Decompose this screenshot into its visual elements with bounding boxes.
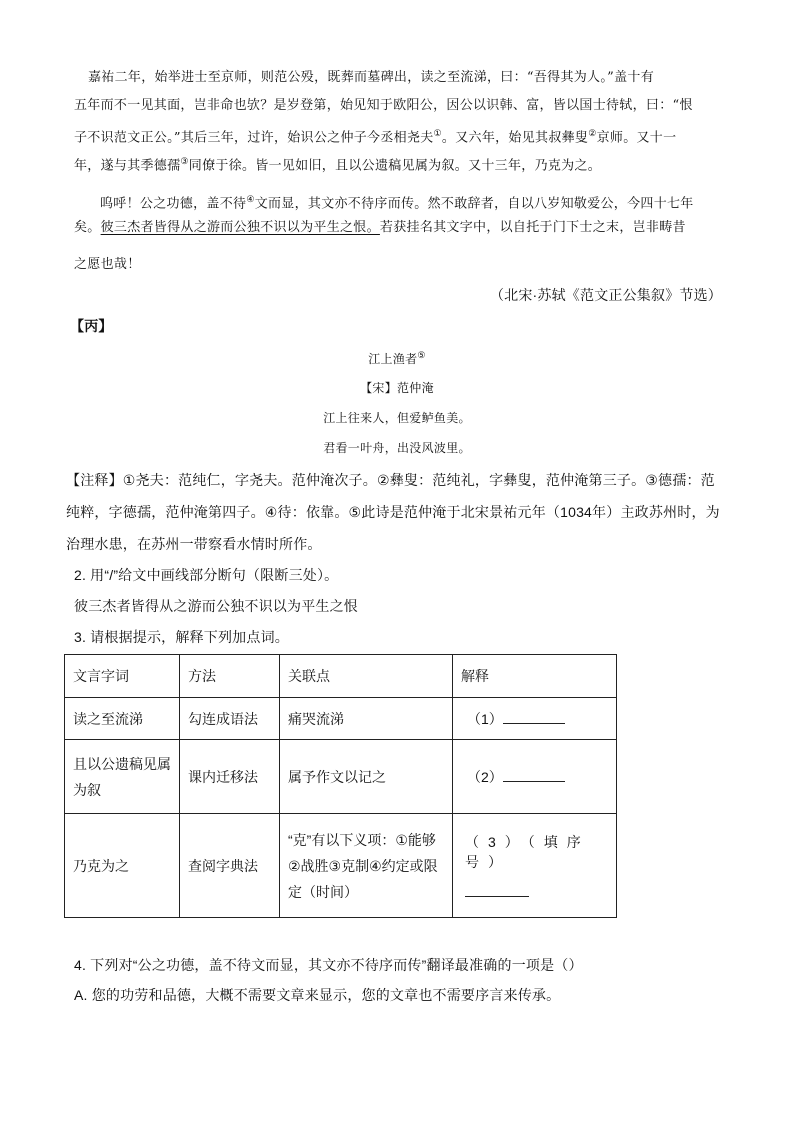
cell-method: 勾连成语法 xyxy=(180,698,280,740)
passage-line-6a: 矣。 xyxy=(74,220,101,235)
poem-author: 【宋】范仲淹 xyxy=(360,381,434,395)
underlined-sentence: 彼三杰者皆得从之游而公独不识以为平生之恨。 xyxy=(100,220,380,235)
passage-line-4b: 同僚于徐。皆一见如旧，且以公遗稿见属为叙。又十三年，乃克为之。 xyxy=(188,158,602,174)
cell-link: “克”有以下义项：①能够②战胜③克制④约定或限定（时间） xyxy=(280,814,453,918)
passage-line-3a: 子不识范文正公。”其后三年，过许，始识公之仲子今丞相尧夫 xyxy=(74,130,434,146)
header-word: 文言字词 xyxy=(65,655,180,698)
answer-label-2: （2） xyxy=(467,768,503,785)
question-4-prompt: 4. 下列对“公之功德，盖不待文而显，其文亦不待序而传”翻译最准确的一项是（） xyxy=(74,957,583,973)
notes-line-1: 【注释】①尧夫：范纯仁，字尧夫。范仲淹次子。②彝叟：范纯礼，字彝叟，范仲淹第三子。③德孺：范 xyxy=(66,472,715,488)
poem-title xyxy=(0,348,794,367)
question-2-sentence: 彼三杰者皆得从之游而公独不识以为平生之恨 xyxy=(74,598,358,614)
passage-line-6 xyxy=(74,220,722,236)
passage-line-1: 嘉祐二年，始举进士至京师，则范公殁，既葬而墓碑出，读之至流涕，曰：“吾得其为人。”盖十有 xyxy=(88,70,654,85)
passage-line-3c: 京师。又十一 xyxy=(596,130,677,146)
section-bing-label: 【丙】 xyxy=(70,318,113,334)
answer-blank-1[interactable] xyxy=(503,711,565,724)
cell-answer xyxy=(453,698,617,740)
passage-line-2: 五年而不一见其面，岂非命也欤？是岁登第，始见知于欧阳公，因公以识韩、富，皆以国士待轼，曰：“恨 xyxy=(74,98,693,113)
poem-verse-2: 君看一叶舟，出没风波里。 xyxy=(323,441,471,455)
question-4-option-a[interactable]: A. 您的功劳和品德，大概不需要文章来显示，您的文章也不需要序言来传承。 xyxy=(74,987,561,1003)
passage-line-3 xyxy=(74,126,722,146)
header-link: 关联点 xyxy=(280,655,453,698)
passage-source: （北宋·苏轼《范文正公集叙》节选） xyxy=(489,287,722,303)
note-marker-5: ⑤ xyxy=(417,351,426,361)
cell-method: 查阅字典法 xyxy=(180,814,280,918)
cell-link: 属予作文以记之 xyxy=(280,740,453,814)
answer-label-3: （3）（填序号） xyxy=(465,833,590,870)
notes-line-2: 纯粹，字德孺，范仲淹第四子。④待：依靠。⑤此诗是范仲淹于北宋景祐元年（1034年）主政苏州时，为 xyxy=(66,504,720,520)
header-answer: 解释 xyxy=(453,655,617,698)
cell-word: 且以公遗稿见属为叙 xyxy=(65,740,180,814)
passage-line-5a: 呜呼！公之功德，盖不待 xyxy=(100,196,247,212)
note-marker-2: ② xyxy=(588,129,597,139)
cell-word: 读之至流涕 xyxy=(65,698,180,740)
question-2-prompt: 2. 用“/”给文中画线部分断句（限断三处）。 xyxy=(74,567,339,583)
cell-method: 课内迁移法 xyxy=(180,740,280,814)
question-3-table xyxy=(64,654,617,918)
passage-line-4a: 年，遂与其季德孺 xyxy=(74,158,181,174)
note-marker-4: ④ xyxy=(246,195,255,205)
poem-title-text: 江上渔者 xyxy=(368,352,418,366)
table-header-row xyxy=(65,655,617,698)
table-row xyxy=(65,740,617,814)
passage-line-5 xyxy=(100,192,748,212)
question-3-prompt: 3. 请根据提示，解释下列加点词。 xyxy=(74,629,289,645)
cell-answer xyxy=(453,814,617,918)
cell-word: 乃克为之 xyxy=(65,814,180,918)
poem-verse-1: 江上往来人，但爱鲈鱼美。 xyxy=(323,411,471,425)
note-marker-1: ① xyxy=(433,129,442,139)
passage-line-3b: 。又六年，始见其叔彝叟 xyxy=(441,130,589,146)
note-marker-3: ③ xyxy=(180,157,189,167)
cell-link: 痛哭流涕 xyxy=(280,698,453,740)
table-row xyxy=(65,698,617,740)
answer-blank-3[interactable] xyxy=(465,882,529,897)
passage-line-5b: 文而显，其文亦不待序而传。然不敢辞者，自以八岁知敬爱公，今四十七年 xyxy=(254,196,694,212)
table-row xyxy=(65,814,617,918)
notes-line-3: 治理水患，在苏州一带察看水情时所作。 xyxy=(66,536,322,552)
passage-line-6b: 若获挂名其文字中，以自托于门下士之末，岂非畴昔 xyxy=(379,220,686,235)
passage-line-7: 之愿也哉！ xyxy=(74,257,141,272)
header-method: 方法 xyxy=(180,655,280,698)
cell-answer xyxy=(453,740,617,814)
answer-label-1: （1） xyxy=(467,710,503,727)
answer-blank-2[interactable] xyxy=(503,769,565,782)
passage-line-4 xyxy=(74,154,722,174)
